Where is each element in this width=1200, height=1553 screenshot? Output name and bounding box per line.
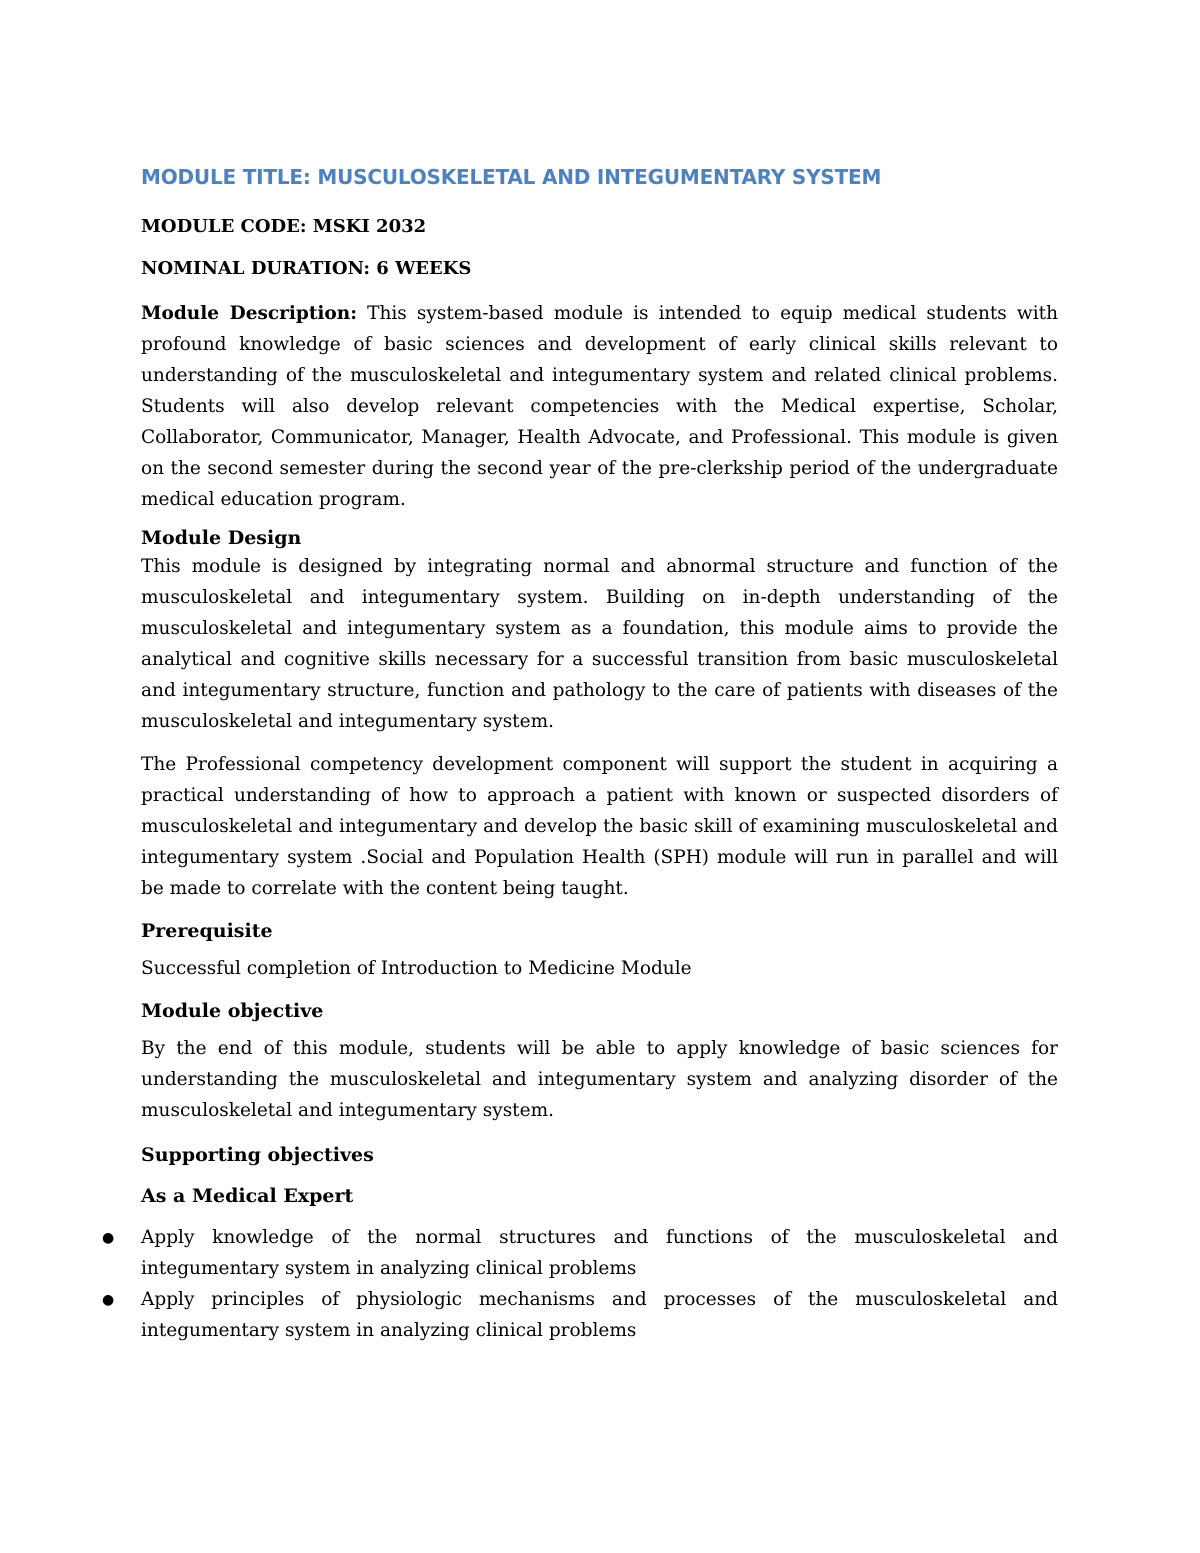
list-item-text: Apply knowledge of the normal structures and functions of the musculoskeletal and integumentary system in analyzing clinical problems [141, 1227, 1058, 1279]
module-design-paragraph-1: This module is designed by integrating normal and abnormal structure and function of the musculoskeletal and integumentary system. Building on in-depth understanding of the musculoskeletal and integumentary system as a foundation, this module aims to provide the analytical and cognitive skills necessary for a successful transition from basic musculoskeletal and integumentary structure, function and pathology to the care of patients with diseases of the musculoskeletal and integumentary system. [141, 556, 1058, 732]
supporting-objectives-heading: Supporting objectives [141, 1144, 374, 1166]
module-title: MODULE TITLE: MUSCULOSKELETAL AND INTEGUMENTARY SYSTEM [141, 165, 882, 189]
bullet-icon: ● [102, 1292, 115, 1308]
module-design-paragraph-2: The Professional competency development component will support the student in acquiring a practical understanding of how to approach a patient with known or suspected disorders of musculoskeletal and integumentary and develop the basic skill of examining musculoskeletal and integumentary system .Social and Population Health (SPH) module will run in parallel and will be made to correlate with the content being taught. [141, 754, 1058, 899]
prerequisite-text: Successful completion of Introduction to Medicine Module [141, 958, 692, 979]
module-description-label: Module Description: [141, 303, 358, 324]
nominal-duration: NOMINAL DURATION: 6 WEEKS [141, 258, 472, 279]
module-code: MODULE CODE: MSKI 2032 [141, 216, 427, 237]
module-description-text: This system-based module is intended to equip medical students with profound knowledge of basic sciences and development of early clinical skills relevant to understanding of the musculoskeletal and integumentary system and related clinical problems. Students will also develop relevant competencies with the Medical expertise, Scholar, Collaborator, Communicator, Manager, Health Advocate, and Professional. This module is given on the second semester during the second year of the pre-clerkship period of the undergraduate medical education program. [141, 303, 1058, 510]
medical-expert-heading: As a Medical Expert [141, 1185, 354, 1207]
module-objective-heading: Module objective [141, 1000, 324, 1022]
list-item [102, 1284, 1058, 1346]
module-design-heading: Module Design [141, 527, 302, 549]
supporting-objectives-list [102, 1222, 1058, 1346]
bullet-icon: ● [102, 1230, 115, 1246]
prerequisite-heading: Prerequisite [141, 920, 273, 942]
module-objective-text: By the end of this module, students will be able to apply knowledge of basic sciences for understanding the musculoskeletal and integumentary system and analyzing disorder of the musculoskeletal and integumentary system. [141, 1038, 1058, 1121]
document-page [102, 160, 1058, 1346]
list-item [102, 1222, 1058, 1284]
list-item-text: Apply principles of physiologic mechanisms and processes of the musculoskeletal and integumentary system in analyzing clinical problems [141, 1289, 1058, 1341]
module-description [141, 298, 1058, 515]
